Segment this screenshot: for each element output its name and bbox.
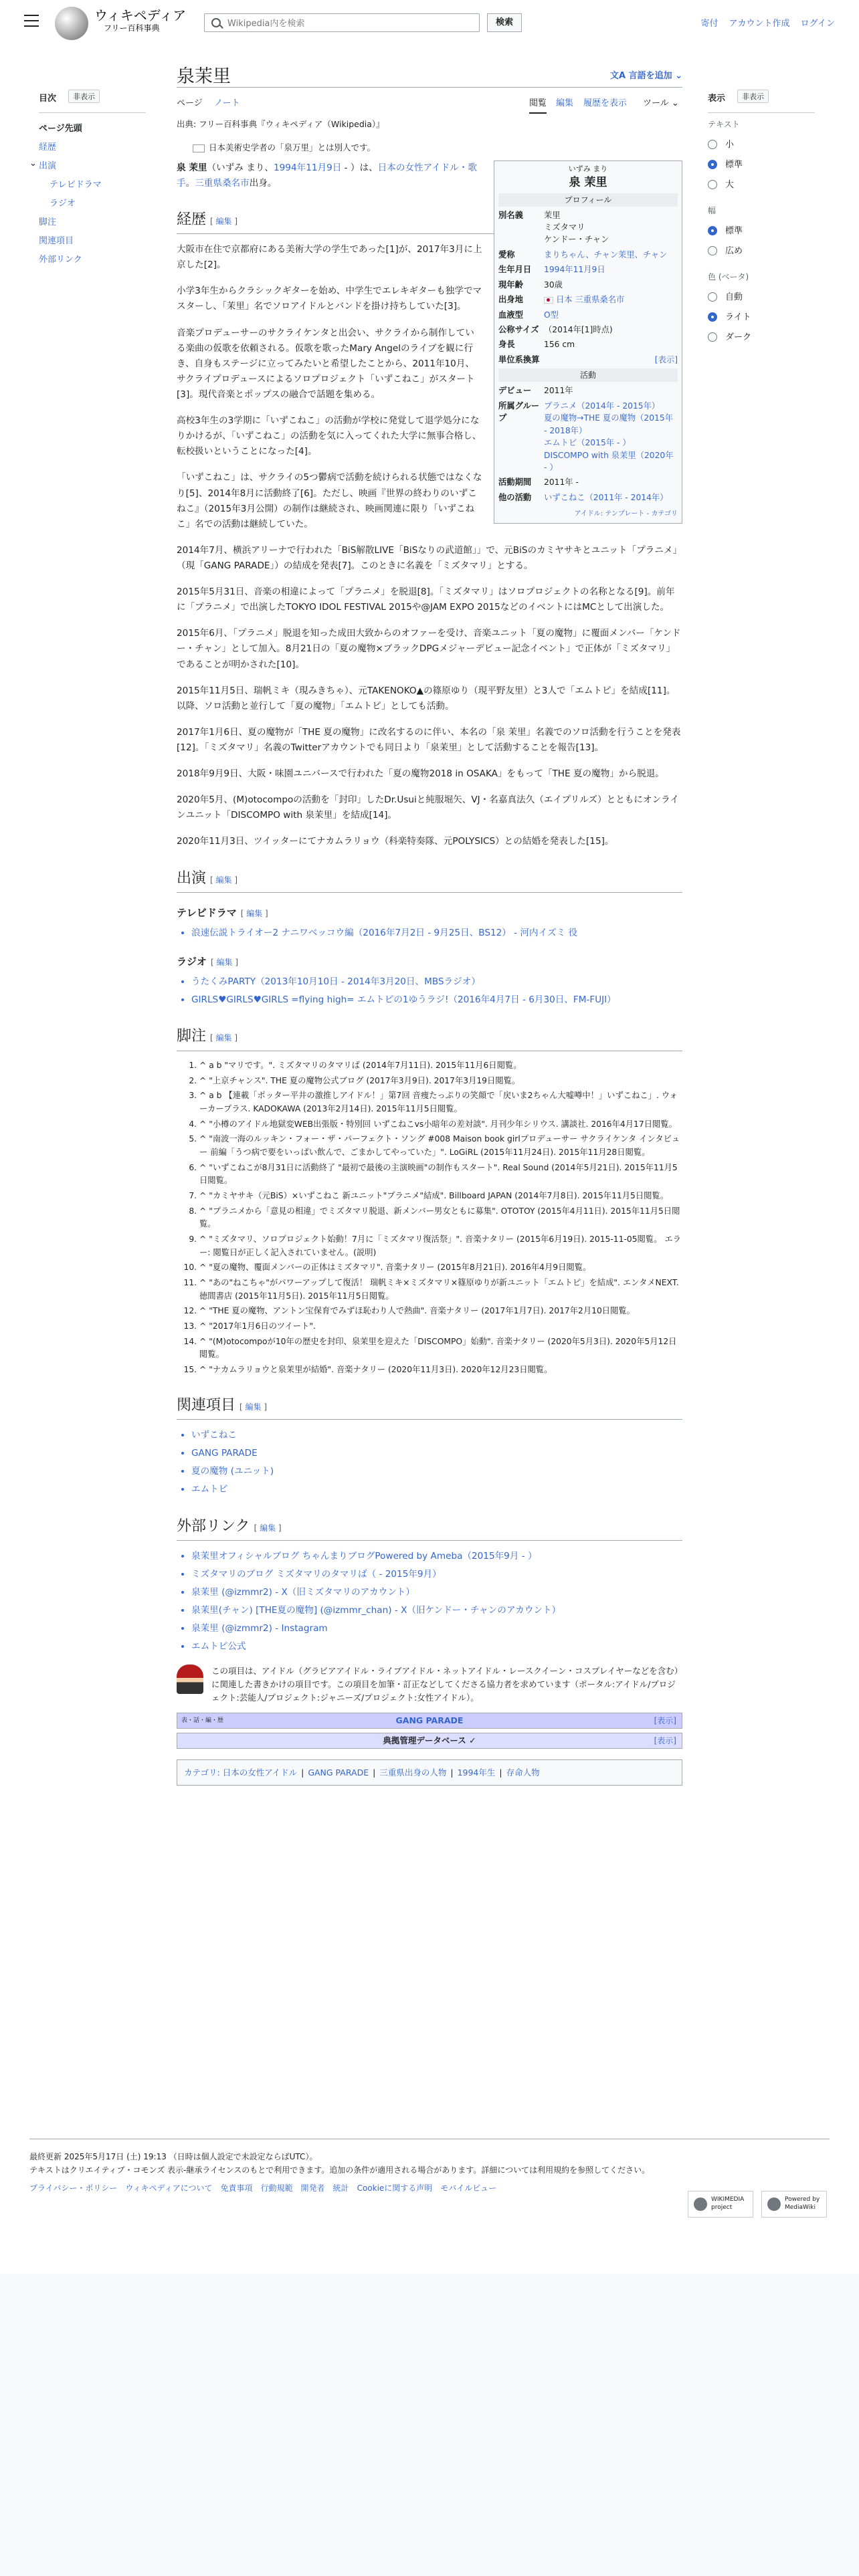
edit-label: 編集	[245, 1402, 262, 1412]
infobox-footer[interactable]: アイドル: テンプレート - カテゴリ	[574, 510, 678, 518]
edit-link[interactable]: [ 編集 ]	[210, 216, 238, 226]
infobox-value-text: 日本 三重県桑名市	[556, 295, 625, 305]
lead-text: - ）は、	[341, 162, 378, 173]
subsection-radio	[177, 954, 682, 971]
category-separator: |	[373, 1767, 376, 1778]
search-input[interactable]	[226, 14, 476, 33]
footer-link[interactable]: 開発者	[300, 2183, 325, 2193]
navbox-vte-links[interactable]: 表・話・編・歴	[181, 1717, 224, 1724]
footer-link[interactable]: 行動規範	[260, 2183, 293, 2193]
appearance-group	[708, 205, 815, 261]
tab-talk[interactable]: ノート	[214, 98, 240, 108]
infobox-key: 愛称	[498, 249, 515, 259]
section-appearances-title: 出演	[177, 869, 207, 887]
career-paragraph: 音楽プロデューサーのサクライケンタと出会い、サクライから制作している楽曲の仮歌を依頼される。仮歌を歌ったMary Angelのライブを観に行き、自身もステージに立ってみたいと希望したことから、2011年10月、サクライプロデュースによるソロプロジェクト「いずこねこ」がスタート[3]。現代音楽とポップスの融合で話題を集める。	[177, 327, 475, 400]
navbox-show-toggle[interactable]: [表示]	[654, 1735, 676, 1745]
category-link[interactable]: 存命人物	[506, 1767, 540, 1778]
infobox-row	[498, 475, 678, 490]
logo-title: ウィキペディア	[94, 7, 187, 23]
career-paragraph: 「いずこねこ」は、サクライの5つ鬱病で活動を続けられる状態ではなくなり[5]、2014年8月に活動終了[6]。ただし、映画『世界の終わりのいずこねこ』（2015年3月公開）の制作は継続され、映画関連に限り「いずこねこ」名での活動は継続していた。	[177, 472, 482, 530]
lead-name: 泉 茉里	[177, 162, 207, 173]
infobox-value	[544, 476, 678, 488]
infobox-value-text: 1994年11月9日	[544, 265, 605, 275]
navbox-title[interactable]: GANG PARADE	[395, 1715, 464, 1725]
category-links	[177, 1759, 682, 1786]
edit-label: 編集	[260, 1523, 276, 1533]
reference-item: 8. ^ "プラニメから「意見の相違」でミズタマリ脱退、新メンバー男女ともに募集". OTOTOY (2015年4月11日). 2015年11月5日閲覧。	[199, 1205, 682, 1231]
career-paragraph: 2018年9月9日、大阪・味園ユニバースで行われた「夏の魔物2018 in OSAKA」をもって「THE 夏の魔物」から脱退。	[177, 768, 664, 780]
infobox-row	[498, 490, 678, 505]
radio-label: 標準	[725, 226, 743, 236]
toc-item[interactable]: 脚注	[39, 217, 57, 227]
site-logo[interactable]	[94, 8, 186, 33]
navbox-show-toggle[interactable]: [表示]	[654, 1715, 676, 1725]
radio-label: ライト	[725, 312, 751, 322]
infobox-row	[498, 208, 678, 247]
stub-notice	[177, 1665, 682, 1705]
mediawiki-badge[interactable]: Powered by MediaWiki	[761, 2191, 827, 2218]
hatnote	[193, 140, 682, 154]
section-external	[177, 1514, 682, 1541]
toc-item[interactable]: 関連項目	[39, 236, 74, 246]
appearance-radio[interactable]	[708, 175, 815, 195]
external-link[interactable]: • 泉茉里オフィシャルブログ ちゃんまりブログPowered by Ameba（2015年9月 - ）	[191, 1549, 682, 1564]
lead-text: 出身。	[249, 177, 277, 189]
reference-item: 5. ^ "南波一海のルッキン・フォー・ザ・パーフェクト・ソング #008 Maison book girlプロデューサー サクライケンタ インタビュー 前編「うつ病で要をいっぱい飲んで、ごまかしてやっていた」". LoGiRL (2015年11月24日). 2015年11月28日閲覧。	[199, 1133, 682, 1159]
related-link[interactable]: • 夏の魔物 (ユニット)	[191, 1464, 682, 1479]
edit-label: 編集	[215, 1033, 232, 1043]
tools-menu[interactable]: ツール ⌄	[643, 98, 679, 108]
appearance-group	[708, 271, 815, 348]
section-career-title: 経歴	[177, 211, 207, 228]
infobox-row	[498, 399, 678, 475]
category-separator: |	[450, 1767, 454, 1778]
radio-label: 広め	[725, 246, 743, 256]
main-menu-button[interactable]	[24, 15, 39, 27]
career-paragraph: 小学3年生からクラシックギターを始め、中学生でエレキギターも独学でマスターし、「茉里」名でソロアイドルとバンドを掛け持ちしていた[3]。	[177, 286, 482, 312]
hatnote-text: 日本美術史学者の「泉万里」とは別人です。	[209, 142, 376, 153]
reference-item: 7. ^ "カミヤサキ（元BiS）×いずこねこ 新ユニット"プラニメ"結成". Billboard JAPAN (2014年7月8日). 2015年11月5日閲覧。	[199, 1190, 682, 1203]
infobox-row	[498, 383, 678, 398]
search-button[interactable]: 検索	[487, 13, 522, 32]
infobox-key: 身長	[498, 340, 515, 350]
page-tabs	[177, 88, 682, 110]
section-notes-title: 脚注	[177, 1028, 207, 1045]
section-appearances	[177, 866, 682, 893]
disambiguation-icon	[193, 144, 205, 152]
infobox-key: 生年月日	[498, 265, 532, 275]
appearance-hide-button[interactable]: 非表示	[737, 90, 769, 103]
tab-history[interactable]: 履歴を表示	[583, 98, 628, 108]
radio-label: 小	[725, 140, 735, 150]
infobox-key: 公称サイズ	[498, 325, 539, 334]
category-link[interactable]: 日本の女性アイドル	[222, 1767, 298, 1778]
radio-icon	[708, 312, 717, 322]
lead-birth-link[interactable]: 1994年11月9日	[274, 162, 342, 173]
category-separator: |	[499, 1767, 502, 1778]
toc-item[interactable]: テレビドラマ	[50, 180, 102, 190]
edit-link[interactable]: [ 編集 ]	[240, 1402, 268, 1412]
toc-item[interactable]: 経歴	[39, 142, 57, 152]
infobox-profile-header: プロフィール	[498, 193, 678, 207]
reference-item: 2. ^ "上京チャンス". THE 夏の魔物公式ブログ (2017年3月9日). 2017年3月19日閲覧。	[199, 1075, 682, 1088]
edit-link[interactable]: [ 編集 ]	[210, 875, 238, 885]
create-account-link[interactable]: アカウント作成	[729, 19, 790, 29]
infobox-row	[498, 352, 678, 367]
infobox-value-text: （2014年[1]時点)	[544, 325, 613, 334]
edit-label: 編集	[246, 908, 263, 918]
reference-item: 10. ^ "夏の魔物、覆面メンバーの正体はミズタマリ". 音楽ナタリー (2015年8月21日). 2016年4月9日閲覧。	[199, 1261, 682, 1275]
related-link[interactable]: • GANG PARADE	[191, 1446, 682, 1461]
footer-link[interactable]: 免責事項	[220, 2183, 253, 2193]
category-link[interactable]: 三重県出身の人物	[379, 1767, 447, 1778]
footer-link[interactable]: プライバシー・ポリシー	[29, 2183, 118, 2193]
infobox-value	[544, 209, 678, 246]
tab-article[interactable]: ページ	[177, 98, 203, 108]
career-paragraph: 2015年11月5日、瑞帆ミキ（現みきちゃ）、元TAKENOKO▲の篠原ゆり（現平野友里）と3人で「エムトピ」を結成[11]。以降、ソロ活動と並行して「夏の魔物」「エムトピ」としても活動。	[177, 685, 676, 712]
radio-label: 標準	[725, 160, 743, 170]
radio-icon	[708, 140, 717, 149]
infobox-value-text: いずこねこ（2011年 - 2014年）	[544, 492, 668, 502]
search-icon	[211, 18, 221, 27]
toc-item[interactable]: ⌄ 出演	[39, 157, 146, 176]
infobox-row	[498, 247, 678, 262]
career-paragraph: 2020年11月3日、ツイッターにてナカムラリョウ（科楽特奏隊、元POLYSICS）との結婚を発表した[15]。	[177, 836, 614, 847]
search-box	[204, 13, 480, 32]
infobox-row	[498, 262, 678, 277]
radio-icon	[708, 246, 717, 255]
edit-link[interactable]: [ 編集 ]	[240, 908, 268, 918]
edit-link[interactable]: [ 編集 ]	[210, 1033, 238, 1043]
reference-item: 15. ^ "ナカムラリョウと泉茉里が結婚". 音楽ナタリー (2020年11月3日). 2020年12月23日閲覧。	[199, 1364, 682, 1377]
infobox-value	[544, 400, 678, 474]
reference-item: 12. ^ "THE 夏の魔物、アントン宝保育でみずほ恥わり人で熱曲". 音楽ナタリー (2017年1月7日). 2017年2月10日閲覧。	[199, 1305, 682, 1318]
infobox-key: デビュー	[498, 386, 532, 396]
infobox-key: 血液型	[498, 310, 523, 320]
appearance-group-label: 幅	[708, 206, 717, 215]
edit-label: 編集	[216, 957, 233, 967]
tv-item[interactable]: • 浪速伝説トライオー2 ナニワベッコウ編（2016年7月2日 - 9月25日、BS12） - 河内イズミ 役	[191, 926, 682, 941]
external-link[interactable]: • 泉茉里 (@izmmr2) - X（旧ミズタマリのアカウント）	[191, 1585, 682, 1600]
infobox-value-text: 2011年	[544, 386, 573, 396]
edit-link[interactable]: [ 編集 ]	[211, 957, 239, 967]
infobox-row	[498, 337, 678, 352]
tab-read[interactable]: 閲覧	[529, 96, 547, 114]
toc-title: 目次	[39, 94, 57, 104]
infobox-activity-header: 活動	[498, 368, 678, 382]
page-title: 泉茉里	[177, 66, 231, 87]
career-paragraph: 2015年6月、「プラニメ」脱退を知った成田大致からのオファーを受け、音楽ユニット「夏の魔物」に覆面メンバー「ケンドー・チャン」として加入。8月21日の「夏の魔物×ブラックDPGメジャーデビュー記念イベント」で正体が「ミズタマリ」であることが明かされた[10]。	[177, 628, 681, 670]
infobox-value	[544, 294, 678, 306]
infobox-value-text: 30歳	[544, 280, 563, 290]
subsection-radio-title: ラジオ	[177, 955, 207, 968]
appearance-radio[interactable]	[708, 155, 815, 175]
infobox-value	[544, 263, 678, 276]
footer-link[interactable]: モバイルビュー	[440, 2183, 497, 2193]
category-separator: |	[301, 1767, 304, 1778]
toc-item[interactable]: ラジオ	[50, 199, 76, 209]
infobox-value-text: まりちゃん、チャン茉里、チャン	[544, 249, 668, 259]
lead-birthplace-link[interactable]: 三重県桑名市	[195, 177, 250, 189]
from-line: 出典: フリー百科事典『ウィキペディア（Wikipedia）』	[177, 119, 385, 129]
wikipedia-globe-logo[interactable]	[55, 7, 88, 40]
donate-link[interactable]: 寄付	[700, 19, 719, 29]
reference-item: 11. ^ "あの"ねこちゃ"がパワーアップして復活！ 瑞帆ミキ×ミズタマリ×篠原ゆりが新ユニット「エムトピ」を結成". エンタメNEXT. 徳間書店 (2015年11月5日). 2015年11月5日閲覧。	[199, 1277, 682, 1303]
edit-link[interactable]: [ 編集 ]	[254, 1523, 282, 1533]
main-content	[177, 59, 682, 1786]
appearance-group-label: 色 (ベータ)	[708, 272, 749, 282]
navbox	[177, 1733, 682, 1749]
infobox	[494, 160, 682, 524]
reference-item: 3. ^ a b 【連載「ポッター平井の激推しアイドル！」第7回 音痩たっぷりの笑顔で「戻いま2ちゃん大嘘噂中！」いずこねこ」. ウォーカープラス. KADOKAWA (2013年2月14日). 2015年11月5日閲覧。	[199, 1089, 682, 1115]
infobox-value-text: 156 cm	[544, 340, 575, 350]
section-related-title: 関連項目	[177, 1396, 236, 1414]
radio-item[interactable]: • うたくみPARTY（2013年10月10日 - 2014年3月20日、MBSラジオ）	[191, 974, 682, 990]
career-paragraph: 2017年1月6日、夏の魔物が「THE 夏の魔物」に改名するのに伴い、本名の「泉 茉里」名義でのソロ活動を行うことを発表[12]。「ミズタマリ」名義のTwitterアカウントでも同日より「泉茉里」として活動することを報告[13]。	[177, 726, 681, 753]
external-link[interactable]: • ミズタマリのブログ ミズタマリのタマリば（ - 2015年9月）	[191, 1567, 682, 1582]
infobox-ruby: いずみ まり	[568, 164, 608, 173]
infobox-key: 他の活動	[498, 492, 532, 502]
appearance-radio[interactable]	[708, 221, 815, 241]
wikimedia-badge[interactable]: WIKIMEDIA project	[688, 2191, 753, 2218]
infobox-value	[544, 324, 678, 336]
subsection-tv	[177, 905, 682, 922]
infobox-key: 所属グループ	[498, 401, 540, 423]
add-language-button[interactable]: 文A 言語を追加 ⌄	[609, 71, 682, 81]
table-of-contents	[39, 91, 146, 270]
infobox-key: 別名義	[498, 210, 523, 220]
career-paragraph: 高校3年生の3学期に「いずこねこ」の活動が学校に発覚して退学処分になりかけるが、「いずこねこ」の活動を気に入ってくれた大学に無事合格し、転校扱いということになった[4]。	[177, 415, 482, 457]
category-link[interactable]: 1994年生	[457, 1767, 496, 1778]
radio-label: ダーク	[725, 332, 752, 342]
site-footer	[29, 2139, 830, 2211]
lead-occupation-link[interactable]: 日本の女性アイドル・歌手	[177, 162, 477, 189]
reference-item: 4. ^ "小樽のアイドル地獄変WEB出張版・特別回 いずこねこvs小暗年の差対談". 月刊少年シリウス. 講談社. 2016年4月17日閲覧。	[199, 1118, 682, 1132]
section-related	[177, 1393, 682, 1420]
japan-flag-icon	[544, 297, 553, 304]
navbox-title[interactable]: 典拠管理データベース ✓	[383, 1735, 476, 1745]
edit-label: 編集	[215, 216, 232, 226]
appearance-radio[interactable]	[708, 241, 815, 261]
related-link[interactable]: • エムトピ	[191, 1482, 682, 1497]
footer-link[interactable]: 統計	[332, 2183, 349, 2193]
infobox-value-text: プラニメ（2014年 - 2015年） 夏の魔物→THE 夏の魔物（2015年 - 2018年） エムトピ（2015年 - ） DISCOMPO with 泉茉里（2020年 - ）	[544, 401, 674, 472]
toc-item[interactable]: ページ先頭	[39, 124, 82, 134]
section-notes	[177, 1024, 682, 1051]
tools-label: ツール	[643, 98, 669, 108]
infobox-value	[544, 354, 678, 366]
footer-link[interactable]: ウィキペディアについて	[125, 2183, 213, 2193]
external-link[interactable]: • エムトピ公式	[191, 1639, 682, 1654]
related-link[interactable]: • いずこねこ	[191, 1428, 682, 1443]
tab-edit[interactable]: 編集	[556, 98, 574, 108]
edit-label: 編集	[215, 875, 232, 885]
login-link[interactable]: ログイン	[800, 19, 835, 29]
lead-reading: （いずみ まり、	[207, 162, 274, 173]
external-link[interactable]: • 泉茉里 (@izmmr2) - Instagram	[191, 1621, 682, 1636]
radio-label: 大	[725, 180, 735, 190]
infobox-key: 出身地	[498, 295, 523, 305]
logo-tagline: フリー百科事典	[104, 23, 160, 33]
category-link[interactable]: GANG PARADE	[308, 1767, 369, 1778]
radio-icon	[708, 292, 717, 302]
infobox-value-text: 2011年 -	[544, 477, 579, 488]
infobox-value	[544, 279, 678, 291]
add-language-label: 言語を追加	[628, 71, 672, 81]
reference-item: 9. ^ "ミズタマリ、ソロプロジェクト始動！7月に「ミズタマリ復活祭」". 音楽ナタリー (2015年6月19日). 2015-11-05閲覧。 エラー: 閲覧日が正しく記入されていません。(説明)	[199, 1233, 682, 1259]
infobox-value-text: [表示]	[654, 354, 678, 364]
last-modified: 最終更新 2025年5月17日 (土) 19:13 （日時は個人設定で未設定ならばUTC）。	[29, 2152, 318, 2161]
category-label: カテゴリ:	[184, 1767, 220, 1778]
appearance-radio[interactable]	[708, 135, 815, 155]
appearance-radio[interactable]	[708, 308, 815, 328]
toc-item[interactable]: 外部リンク	[39, 255, 82, 265]
infobox-row	[498, 292, 678, 307]
infobox-value	[544, 338, 678, 350]
reference-item: 1. ^ a b "マリです。". ミズタマリのタマリば (2014年7月11日). 2015年11月6日閲覧。	[199, 1059, 682, 1073]
appearance-radio[interactable]	[708, 288, 815, 308]
stub-text: この項目は、アイドル（グラビアアイドル・ライブアイドル・ネットアイドル・レースクイーン・コスプレイヤーなどを含む）に関連した書きかけの項目です。この項目を加筆・訂正などしてくださる協力者を求めています（ポータル:アイドル/プロジェクト:芸能人/プロジェクト:ジャニーズ/プロジェクト:女性アイドル）。	[211, 1665, 679, 1703]
appearance-radio[interactable]	[708, 328, 815, 348]
career-paragraph: 2020年5月、(M)otocompoの活動を「封印」したDr.Usuiと純服堀矢、VJ・名嘉真法久（エイプリルズ）とともにオンラインユニット「DISCOMPO with 泉茉里」を結成[14]。	[177, 794, 679, 821]
radio-icon	[708, 160, 717, 169]
site-header	[0, 0, 859, 44]
navbox	[177, 1713, 682, 1729]
user-links	[692, 16, 835, 29]
idol-stub-icon	[177, 1665, 203, 1694]
radio-icon	[708, 226, 717, 235]
external-link[interactable]: • 泉茉里(チャン) [THE夏の魔物] (@izmmr_chan) - X（旧ケンドー・チャンのアカウント）	[191, 1603, 682, 1618]
infobox-name: 泉 茉里	[569, 176, 607, 189]
section-external-title: 外部リンク	[177, 1517, 250, 1535]
license-text: テキストはクリエイティブ・コモンズ 表示-継承ライセンスのもとで利用できます。追加の条件が適用される場合があります。詳細については利用規約を参照してください。	[29, 2165, 650, 2175]
radio-label: 自動	[725, 292, 743, 302]
appearance-panel	[708, 91, 815, 357]
infobox-key: 単位系換算	[498, 354, 540, 364]
toc-hide-button[interactable]: 非表示	[68, 90, 100, 103]
career-paragraph: 2015年5月31日、音楽の相違によって「プラニメ」を脱退[8]。「ミズタマリ」はソロプロジェクトの名称となる[9]。前年に「プラニメ」で出演したTOKYO IDOL FESTIVAL 2015や@JAM EXPO 2015などのイベントにはMCとして出演した。	[177, 586, 675, 613]
career-paragraph: 大阪市在住で京都府にある美術大学の学生であった[1]が、2017年3月に上京した[2]。	[177, 244, 482, 271]
infobox-value-text: O型	[544, 310, 559, 320]
infobox-value	[544, 309, 678, 321]
infobox-row	[498, 308, 678, 322]
radio-icon	[708, 180, 717, 189]
radio-item[interactable]: • GIRLS♥GIRLS♥GIRLS =flying high= エムトピの1ゆうラジ!（2016年4月7日 - 6月30日、FM-FUJI）	[191, 992, 682, 1008]
reference-item: 13. ^ "2017年1月6日のツイート".	[199, 1320, 682, 1333]
infobox-row	[498, 278, 678, 292]
infobox-value	[544, 492, 678, 504]
footer-link[interactable]: Cookieに関する声明	[357, 2183, 433, 2193]
lead-text: 。	[185, 177, 195, 189]
appearance-title: 表示	[708, 94, 726, 104]
infobox-value-text: 茉里 ミズタマリ ケンドー・チャン	[544, 210, 609, 245]
reference-item: 6. ^ "いずこねこが8月31日に活動終了 "最初で最後の主演映画"の制作もスタート". Real Sound (2014年5月21日). 2015年11月5日閲覧。	[199, 1162, 682, 1188]
infobox-key: 現年齢	[498, 280, 523, 290]
appearance-group-label: テキスト	[708, 120, 740, 129]
article-body	[177, 117, 682, 1786]
infobox-row	[498, 322, 678, 337]
reference-item: 14. ^ "(M)otocompoが10年の歴史を封印、泉茉里を迎えた「DISCOMPO」始動". 音楽ナタリー (2020年5月3日). 2020年5月12日閲覧。	[199, 1335, 682, 1362]
infobox-value	[544, 249, 678, 261]
infobox-value	[544, 385, 678, 397]
subsection-tv-title: テレビドラマ	[177, 906, 237, 919]
infobox-key: 活動期間	[498, 477, 532, 488]
career-paragraph: 2014年7月、横浜アリーナで行われた「BiS解散LIVE「BiSなりの武道館」」で、元BiSのカミヤサキとユニット「プラニメ」（現「GANG PARADE」）の結成を発表[7]。このときに名義を「ミズタマリ」とする。	[177, 544, 682, 571]
appearance-group	[708, 118, 815, 195]
radio-icon	[708, 332, 717, 342]
